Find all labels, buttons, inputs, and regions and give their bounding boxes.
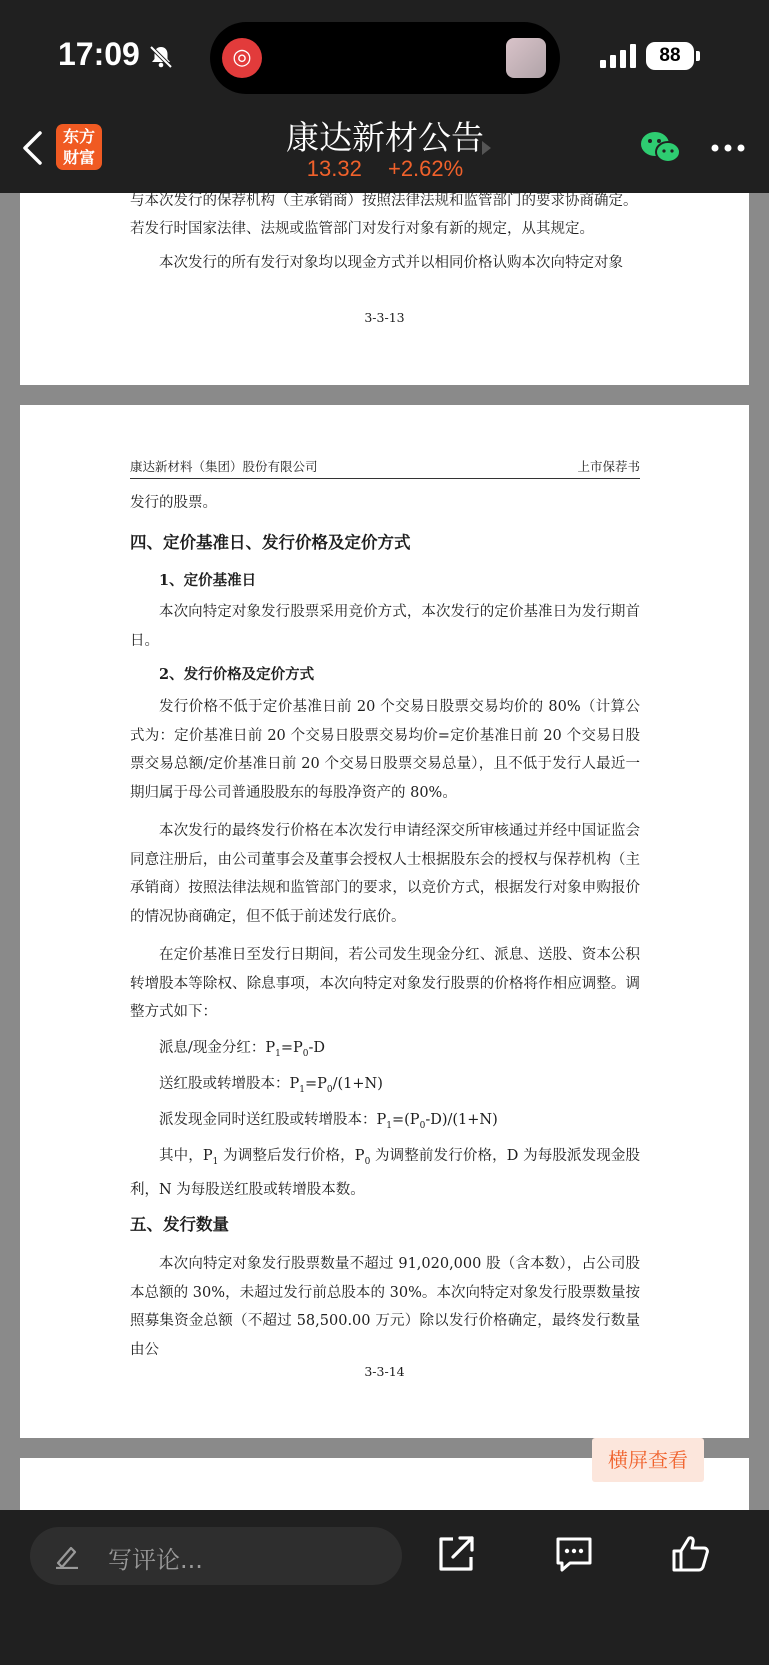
- formula-label: 派息/现金分红：: [159, 1040, 266, 1056]
- comment-placeholder: 写评论...: [108, 1546, 203, 1574]
- page-number: 3-3-14: [364, 1364, 405, 1379]
- signal-icon: [600, 44, 638, 68]
- music-app-icon: ◎: [222, 38, 262, 78]
- top-bar: [0, 0, 769, 193]
- stock-quote[interactable]: [230, 156, 540, 182]
- formula-dividend: 派息/现金分红：$P_1=P_0-D$: [159, 1040, 326, 1059]
- expand-arrow-icon[interactable]: [482, 141, 491, 155]
- pencil-icon: [54, 1543, 80, 1569]
- comment-input[interactable]: [30, 1527, 402, 1585]
- paragraph-price: 发行价格不低于定价基准日前 20 个交易日股票交易均价的 80%（计算公式为：定价基准日前 20 个交易日股票交易均价=定价基准日前 20 个交易日股票交易总额/定价基准日前 20 个交易日股票交易总量），且不低于发行人最近一期归属于母公司普通股股东的每股净资产的 80%。: [130, 699, 640, 801]
- where-text: 为调整后发行价格，P: [218, 1148, 365, 1164]
- text-line: 本次发行的所有发行对象均以现金方式并以相同价格认购本次向特定对象: [159, 255, 623, 271]
- formula-label: 派发现金同时送红股或转增股本：: [159, 1112, 377, 1128]
- thumbs-up-icon[interactable]: [671, 1534, 711, 1574]
- battery-indicator: 88: [646, 42, 694, 70]
- stock-price: 13.32: [306, 156, 362, 181]
- where-text: 为调整前发行价格，D 为每股派发现金股利，N 为每股送红股或转增股本数。: [130, 1148, 640, 1199]
- back-arrow-icon[interactable]: [20, 130, 44, 166]
- page-title[interactable]: 康达新材公告: [286, 118, 484, 157]
- header-doc-type: 上市保荐书: [577, 459, 640, 474]
- share-icon[interactable]: [436, 1534, 476, 1574]
- album-thumbnail: [506, 38, 546, 78]
- dynamic-island[interactable]: [210, 22, 560, 94]
- logo-line2: 财富: [62, 148, 95, 167]
- landscape-view-button[interactable]: 横屏查看: [592, 1438, 704, 1482]
- subheading-2: 2、发行价格及定价方式: [159, 666, 315, 683]
- wechat-share-icon[interactable]: [640, 130, 682, 166]
- scroll-gutter: [749, 193, 769, 1593]
- subheading-1: 1、定价基准日: [159, 572, 257, 589]
- header-company: 康达新材料（集团）股份有限公司: [130, 459, 318, 474]
- section-heading-4: 四、定价基准日、发行价格及定价方式: [130, 533, 411, 552]
- formula-combined: 派发现金同时送红股或转增股本：$P_1=(P_0-D)/(1+N)$: [159, 1112, 498, 1131]
- formula-bonus-shares: 送红股或转增股本：$P_1=P_0/(1+N)$: [159, 1076, 383, 1095]
- comments-icon[interactable]: [554, 1534, 594, 1574]
- stock-change: +2.62%: [387, 156, 464, 181]
- eastmoney-logo[interactable]: [56, 124, 102, 170]
- paragraph-quantity: 本次向特定对象发行股票数量不超过 91,020,000 股（含本数），占公司股本总额的 30%，未超过发行前总股本的 30%。本次向特定对象发行股票数量按照募集资金总额（不超过 58,500.00 万元）除以发行价格确定，最终发行数量由公: [130, 1256, 640, 1358]
- paragraph-adjustment: 在定价基准日至发行日期间，若公司发生现金分红、派息、送股、资本公积转增股本等除权、除息事项，本次向特定对象发行股票的价格将作相应调整。调整方式如下：: [130, 947, 640, 1020]
- page-header: [130, 457, 640, 479]
- document-page-14: [20, 405, 749, 1438]
- page-number: 3-3-13: [364, 310, 405, 325]
- bottom-action-bar: [0, 1510, 769, 1665]
- where-text: 其中，P: [159, 1148, 213, 1164]
- paragraph-final-price: 本次发行的最终发行价格在本次发行申请经深交所审核通过并经中国证监会同意注册后，由公司董事会及董事会授权人士根据股东会的授权与保荐机构（主承销商）按照法律法规和监管部门的要求，以竞价方式，根据发行对象申购报价的情况协商确定，但不低于前述发行底价。: [130, 823, 640, 925]
- text-line: 与本次发行的保荐机构（主承销商）按照法律法规和监管部门的要求协商确定。: [130, 193, 638, 209]
- battery-tip: [696, 51, 700, 61]
- section-heading-5: 五、发行数量: [130, 1215, 229, 1234]
- paragraph-where: 其中，$P_1$ 为调整后发行价格，$P_0$ 为调整前发行价格，D 为每股派发现金股利，N 为每股送红股或转增股本数。: [130, 1148, 640, 1199]
- paragraph: 发行的股票。: [130, 495, 217, 511]
- paragraph-base-date: 本次向特定对象发行股票采用竞价方式，本次发行的定价基准日为发行期首日。: [130, 604, 640, 649]
- text-line: 若发行时国家法律、法规或监管部门对发行对象有新的规定，从其规定。: [130, 221, 594, 237]
- status-time: 17:09: [58, 36, 140, 72]
- silent-bell-icon: [148, 44, 174, 70]
- logo-line1: 东方: [62, 127, 95, 146]
- formula-label: 送红股或转增股本：: [159, 1076, 290, 1092]
- document-page-13: [20, 193, 749, 385]
- more-icon[interactable]: [710, 143, 746, 153]
